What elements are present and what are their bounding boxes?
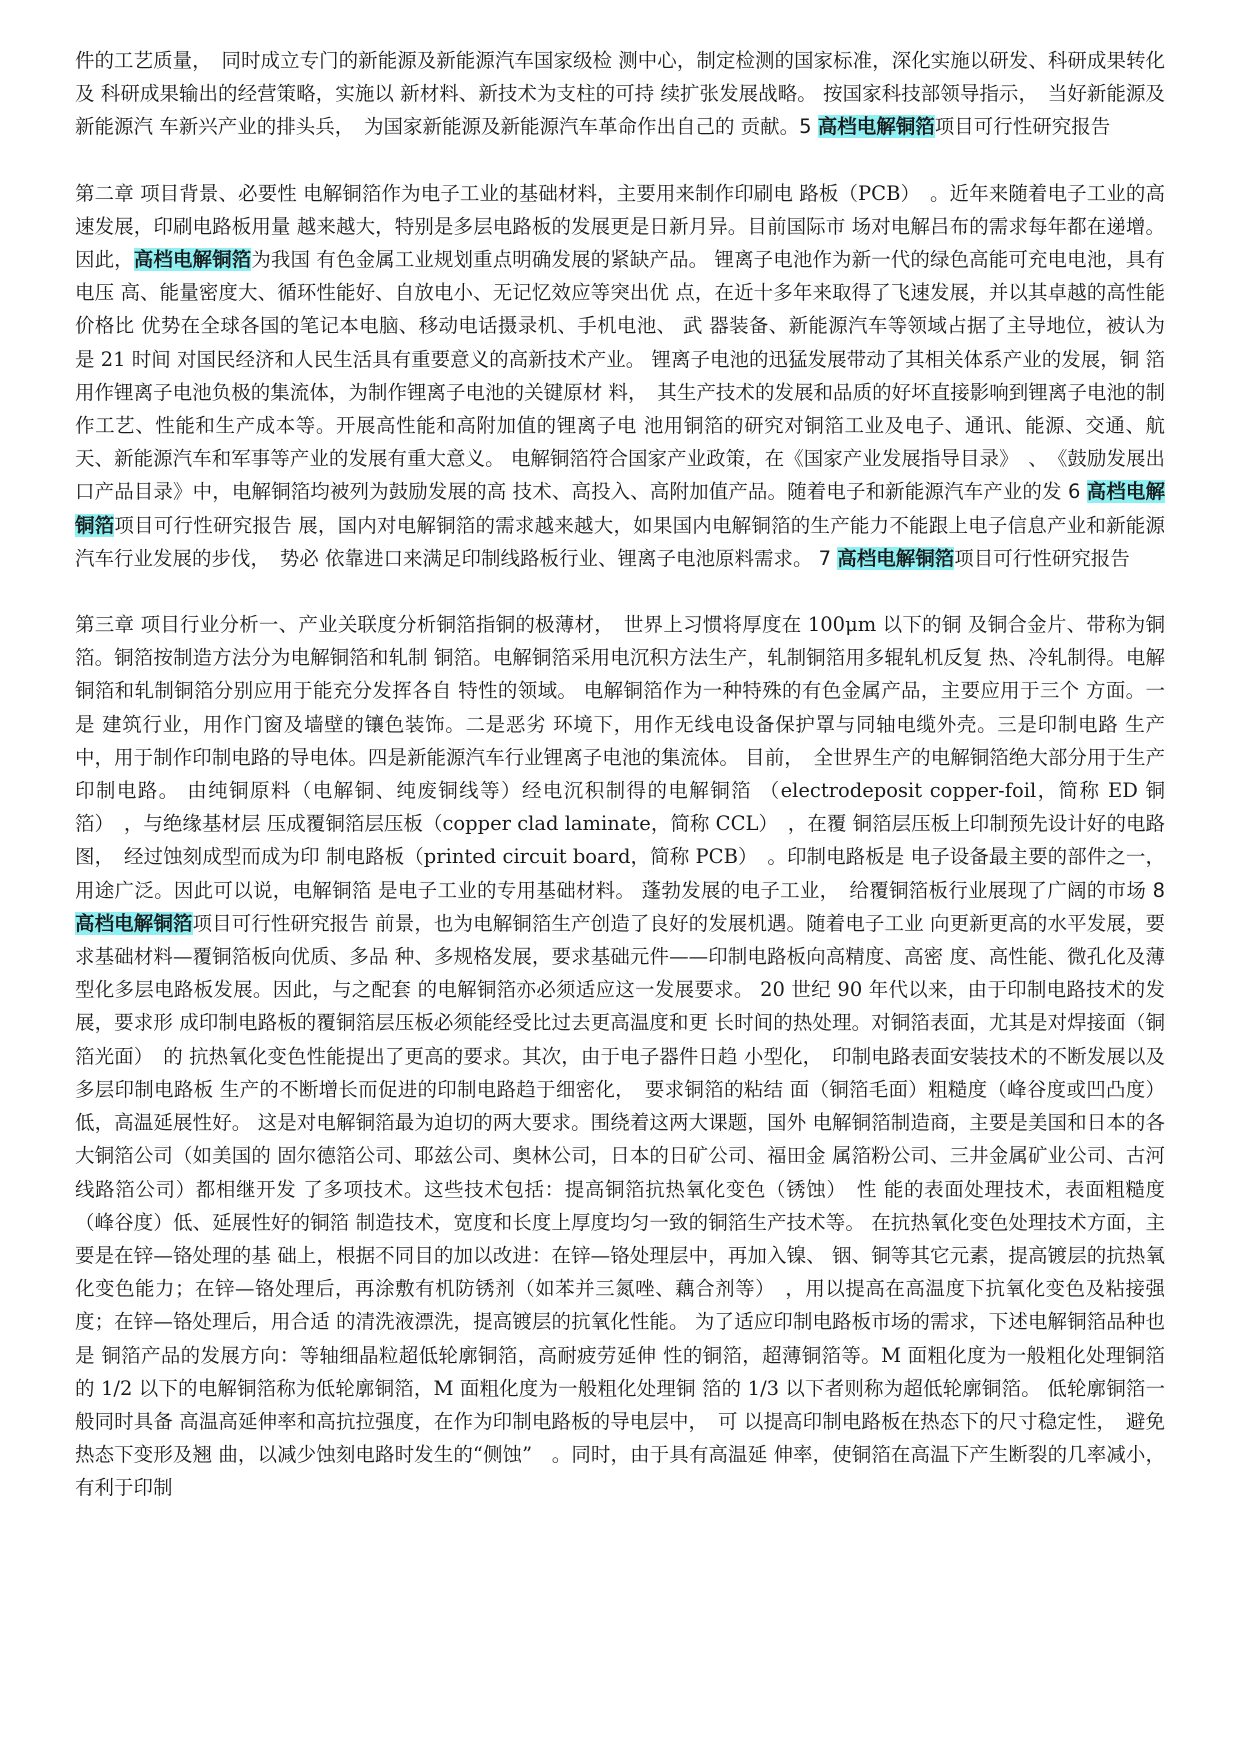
page-number: 5 [799,115,818,139]
highlighted-term: 高档电解铜箔 [817,115,935,139]
page-number: 8 [1152,878,1165,902]
paragraph-text: 件的工艺质量， 同时成立专门的新能源及新能源汽车国家级检 测中心，制定检测的国家标准，深化实施以研发、科研成果转化及 科研成果输出的经营策略，实施以 新材料、新技术为支柱的可持 续扩张发展战略。 按国家科技部领导指示， 当好新能源及新能源汽 车新兴产业的排头兵， 为国家新能源及新能源汽车革命作出自己的 贡献。 [75,49,1165,139]
paragraph-gap [75,144,1165,177]
document-page [75,44,1165,1505]
paragraph-1 [75,44,1165,144]
paragraph-text: 为我国 有色金属工业规划重点明确发展的紧缺产品。 锂离子电池作为新一代的绿色高能可充电电池，具有电压 高、能量密度大、循环性能好、自放电小、无记忆效应等突出优 点，在近十多年来取得了飞速发展，并以其卓越的高性能价格比 优势在全球各国的笔记本电脑、移动电话摄录机、手机电池、 武 器装备、新能源汽车等领域占据了主导地位，被认为是 21 时间 对国民经济和人民生活具有重要意义的高新技术产业。 锂离子电池的迅猛发展带动了其相关体系产业的发展，铜 箔用作锂离子电池负极的集流体，为制作锂离子电池的关键原材 料， 其生产技术的发展和品质的好坏直接影响到锂离子电池的制 作工艺、性能和生产成本等。开展高性能和高附加值的锂离子电 池用铜箔的研究对铜箔工业及电子、通讯、能源、交通、航天、新能源汽车和军事等产业的发展有重大意义。 电解铜箔符合国家产业政策，在《国家产业发展指导目录》 、 《鼓励发展出口产品目录》中，电解铜箔均被列为鼓励发展的高 技术、高投入、高附加值产品。随着电子和新能源汽车产业的发 [75,248,1165,504]
paragraph-text: 第二章 项目背景、必要性 电解铜箔作为电子工业的基础材料，主要用来制作印刷电 路板（PCB） 。近年来随着电子工业的高速发展，印刷电路板用量 越来越大，特别是多层电路板的发展更是日新月异。目前国际市 场对电解吕布的需求每年都在递增。因此， [75,181,1165,272]
paragraph-text: 项目可行性研究报告 展，国内对电解铜箔的需求越来越大，如果国内电解铜箔的生产能力不能跟上电子信息产业和新能源汽车行业发展的步伐， 势必 依靠进口来满足印制线路板行业、锂离子电池原料需求。 [75,513,1165,570]
paragraph-3 [75,608,1165,1504]
report-title: 项目可行性研究报告 [954,546,1130,570]
highlighted-term: 高档电解铜箔 [133,248,252,272]
highlighted-term: 高档电解铜箔 [75,480,1165,537]
paragraph-text: 项目可行性研究报告 前景，也为电解铜箔生产创造了良好的发展机遇。随着电子工业 向更新更高的水平发展，要求基础材料—覆铜箔板向优质、多品 种、多规格发展，要求基础元件——印制电路板向高精度、高密 度、高性能、微孔化及薄型化多层电路板发展。因此，与之配套 的电解铜箔亦必须适应这一发展要求。 20 世纪 90 年代以来，由于印制电路技术的发展，要求形 成印制电路板的覆铜箔层压板必须能经受比过去更高温度和更 长时间的热处理。对铜箔表面，尤其是对焊接面（铜箔光面） 的 抗热氧化变色性能提出了更高的要求。其次，由于电子器件日趋 小型化， 印制电路表面安装技术的不断发展以及多层印制电路板 生产的不断增长而促进的印制电路趋于细密化， 要求铜箔的粘结 面（铜箔毛面）粗糙度（峰谷度或凹凸度）低，高温延展性好。 这是对电解铜箔最为迫切的两大要求。围绕着这两大课题，国外 电解铜箔制造商，主要是美国和日本的各大铜箔公司（如美国的 固尔德箔公司、耶兹公司、奥林公司，日本的日矿公司、福田金 属箔粉公司、三井金属矿业公司、古河线路箔公司）都相继开发 了多项技术。这些技术包括：提高铜箔抗热氧化变色（锈蚀） 性 能的表面处理技术，表面粗糙度（峰谷度）低、延展性好的铜箔 制造技术，宽度和长度上厚度均匀一致的铜箔生产技术等。 在抗热氧化变色处理技术方面，主要是在锌—铬处理的基 础上，根据不同目的加以改进：在锌—铬处理层中，再加入镍、 铟、铜等其它元素，提高镀层的抗热氧化变色能力；在锌—铬处理后，再涂敷有机防锈剂（如苯并三氮唑、藕合剂等） ，用以提高在高温度下抗氧化变色及粘接强度；在锌—铬处理后，用合适 的清洗液漂洗，提高镀层的抗氧化性能。 为了适应印制电路板市场的需求，下述电解铜箔品种也是 铜箔产品的发展方向：等轴细晶粒超低轮廓铜箔，高耐疲劳延伸 性的铜箔，超薄铜箔等。M 面粗化度为一般粗化处理铜箔的 1/2 以下的电解铜箔称为低轮廓铜箔，M 面粗化度为一般粗化处理铜 箔的 1/3 以下者则称为超低轮廓铜箔。 低轮廓铜箔一般同时具备 高温高延伸率和高抗拉强度，在作为印制电路板的导电层中， 可 以提高印制电路板在热态下的尺寸稳定性， 避免热态下变形及翘 曲，以减少蚀刻电路时发生的“侧蚀” 。同时，由于具有高温延 伸率，使铜箔在高温下产生断裂的几率减小，有利于印制 [75,911,1165,1500]
paragraph-gap [75,575,1165,608]
paragraph-text: 第三章 项目行业分析一、产业关联度分析铜箔指铜的极薄材， 世界上习惯将厚度在 100μm 以下的铜 及铜合金片、带称为铜箔。铜箔按制造方法分为电解铜箔和轧制 铜箔。电解铜箔采用电沉积方法生产，轧制铜箔用多辊轧机反复 热、冷轧制得。电解铜箔和轧制铜箔分别应用于能充分发挥各自 特性的领域。 电解铜箔作为一种特殊的有色金属产品，主要应用于三个 方面。一是 建筑行业，用作门窗及墙壁的镶色装饰。二是恶劣 环境下，用作无线电设备保护罩与同轴电缆外壳。三是印制电路 生产中，用于制作印制电路的导电体。四是新能源汽车行业锂离子电池的集流体。 目前， 全世界生产的电解铜箔绝大部分用于生产印制电路。 由纯铜原料（电解铜、纯废铜线等）经电沉积制得的电解铜箔 （electrodeposit copper-foil，简称 ED 铜箔） ，与绝缘基材层 压成覆铜箔层压板（copper clad laminate，简称 CCL） ，在覆 铜箔层压板上印制预先设计好的电路图， 经过蚀刻成型而成为印 制电路板（printed circuit board，简称 PCB） 。印制电路板是 电子设备最主要的部件之一，用途广泛。因此可以说，电解铜箔 是电子工业的专用基础材料。 蓬勃发展的电子工业， 给覆铜箔板行业展现了广阔的市场 [75,613,1165,902]
page-number: 7 [818,546,838,570]
report-title: 项目可行性研究报告 [934,115,1111,139]
highlighted-term: 高档电解铜箔 [75,911,193,935]
highlighted-term: 高档电解铜箔 [837,546,955,570]
page-number: 6 [1067,480,1087,504]
paragraph-2 [75,177,1165,575]
